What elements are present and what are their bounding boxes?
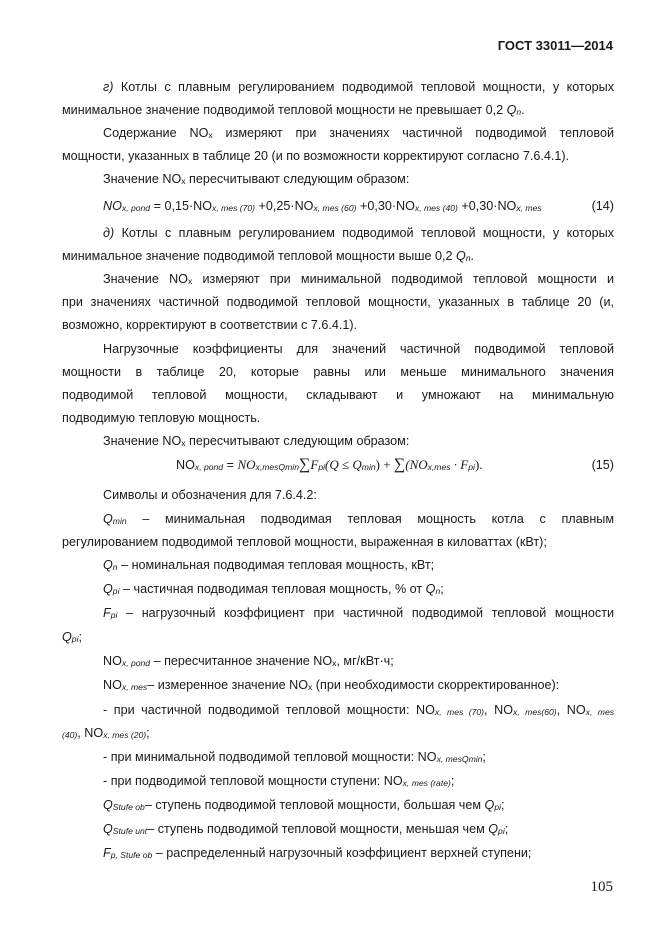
definition-line (62, 629, 614, 647)
subscript: Stufe ob (112, 802, 145, 812)
eq-symbol: NO (103, 199, 122, 213)
document-header: ГОСТ 33011—2014 (497, 38, 613, 53)
subscript: p, Stufe ob (110, 850, 153, 860)
symbol: Q (488, 822, 499, 836)
eq-term: = 0,15·NO (150, 199, 213, 213)
text: , NO (77, 726, 104, 740)
eq-term: (NO (405, 457, 428, 472)
subscript: x, pond (121, 658, 151, 668)
equation-15-body (176, 457, 483, 475)
eq-term: ) (375, 457, 380, 472)
subscript: pi (112, 586, 120, 596)
text: – частичная подводимая тепловая мощность, % от (119, 582, 426, 596)
symbol: Q (425, 582, 436, 596)
symbol: Q (62, 630, 72, 644)
text: измеряют при минимальной подводимой тепловой мощности и (192, 272, 614, 286)
eq-subscript: pi (468, 462, 475, 472)
text: ; (501, 798, 505, 812)
item-label-d: д) (103, 226, 115, 240)
symbol: Q (103, 582, 113, 596)
definition-line: регулированием подводимой тепловой мощности, выраженная в киловаттах (кВт); (62, 535, 547, 549)
eq-term: +0,25·NO (255, 199, 314, 213)
text: ; (440, 582, 444, 596)
eq-subscript: x, mes (516, 203, 542, 213)
subscript: x, mes (rate) (402, 778, 451, 788)
paragraph-g-line1 (103, 79, 614, 95)
text: NO (103, 678, 122, 692)
definition-line (103, 511, 614, 529)
text: Котлы с плавным регулированием подводимой тепловой мощности, у которых (113, 80, 614, 94)
sum-sign: ∑ (298, 456, 311, 473)
text: измеряют при значениях частичной подводимой тепловой (212, 126, 614, 140)
text: Содержание NO (103, 126, 209, 140)
text: ; (146, 726, 150, 740)
paragraph-line: при значениях частичной подводимой тепловой мощности, указанных в таблице 20 (и, (62, 295, 614, 309)
paragraph-line (103, 125, 614, 143)
list-item (103, 749, 614, 767)
equation-number: (14) (591, 199, 614, 213)
definition-line (103, 605, 614, 623)
eq-term: (Q ≤ Q (325, 457, 362, 472)
text: Значение NO (103, 272, 188, 286)
text: , NO (484, 703, 514, 717)
subscript: min (112, 516, 127, 526)
text: ; (504, 822, 509, 836)
list-item-cont (62, 725, 614, 743)
text: Значение NO (103, 172, 182, 186)
paragraph-g-line2 (62, 102, 614, 120)
item-label-g: г) (103, 80, 114, 94)
text: Значение NO (103, 434, 182, 448)
sum-sign: ∑ (393, 456, 406, 473)
paragraph-line: подводимую тепловую мощность. (62, 411, 261, 425)
subscript: x (332, 658, 337, 668)
eq-subscript: x, mes (40) (414, 203, 458, 213)
page-number: 105 (590, 879, 613, 895)
subscript: x, mes (121, 682, 148, 692)
subscript: Stufe unt (112, 826, 148, 836)
text: пересчитывают следующим образом: (185, 434, 410, 448)
eq-term: ). (474, 457, 483, 472)
list-item (103, 773, 614, 791)
text: , мг/кВт·ч; (336, 654, 394, 668)
definition-line (103, 677, 614, 695)
subscript: pi (110, 610, 118, 620)
eq-subscript: x,mesQmin (255, 462, 299, 472)
equation-14 (103, 198, 614, 216)
text: NO (103, 654, 122, 668)
eq-symbol: NO (237, 457, 256, 472)
eq-symbol: NO (176, 458, 195, 472)
eq-subscript: x, mes (70) (212, 203, 256, 213)
symbol: Q (103, 822, 113, 836)
text: , NO (556, 703, 586, 717)
paragraph-line: Символы и обозначения для 7.6.4.2: (103, 488, 317, 502)
paragraph-line (103, 433, 614, 451)
subscript: x, mes(60) (513, 707, 557, 717)
eq-sign: = (223, 458, 238, 472)
text: – пересчитанное значение NO (150, 654, 333, 668)
subscript: x, mes (20) (103, 730, 147, 740)
text: – ступень подводимой тепловой мощности, большая чем (144, 798, 485, 812)
subscript: x (181, 438, 186, 448)
text: - при минимальной подводимой тепловой мощности: NO (103, 750, 437, 764)
paragraph-line: мощности, указанных в таблице 20 (и по возможности корректируют согласно 7.6.4.1). (62, 149, 570, 163)
eq-term: +0,30·NO (457, 199, 517, 213)
symbol: F (103, 606, 111, 620)
text: (при необходимости скорректированное): (312, 678, 560, 692)
subscript: x (308, 682, 313, 692)
text: – ступень подводимой тепловой мощности, меньшая чем (147, 822, 489, 836)
paragraph-line: мощности в таблице 20, которые равны или меньше минимального значения (62, 365, 614, 379)
text: ; (78, 630, 82, 644)
symbol: Q (506, 103, 517, 117)
definition-line (103, 821, 614, 839)
paragraph-line: возможно, корректируют в соответствии с 7.6.4.1). (62, 318, 358, 332)
eq-subscript: x, mes (60) (313, 203, 357, 213)
paragraph-line (103, 271, 614, 289)
text: – минимальная подводимая тепловая мощность котла с плавным (126, 512, 614, 526)
subscript: pi (494, 802, 502, 812)
text: . (521, 103, 525, 117)
subscript: pi (498, 826, 505, 836)
paragraph-line: подводимой тепловой мощности, складывают и умножают на минимальную (62, 388, 614, 402)
text: - при частичной подводимой тепловой мощности: NO (103, 703, 435, 717)
symbol: Q (103, 558, 113, 572)
subscript: x (187, 276, 193, 286)
text: – распределенный нагрузочный коэффициент верхней ступени; (152, 846, 532, 860)
subscript: n (112, 562, 118, 572)
list-item (103, 702, 614, 720)
subscript: n (516, 107, 522, 117)
paragraph-d-line1 (103, 225, 614, 241)
equation-number: (15) (591, 458, 614, 472)
subscript: (40) (62, 730, 78, 740)
eq-sign: + (379, 457, 394, 472)
text: – измеренное значение NO (147, 678, 309, 692)
subscript: x, mesQ (436, 754, 469, 764)
text: минимальное значение подводимой тепловой мощности не превышает 0,2 (62, 103, 507, 117)
definition-line (103, 557, 614, 575)
eq-subscript: x,mes (427, 462, 451, 472)
subscript: x, mes (70) (434, 707, 485, 717)
text: – номинальная подводимая тепловая мощность, кВт; (117, 558, 435, 572)
symbol: F (103, 846, 111, 860)
eq-symbol: F (310, 457, 319, 472)
subscript: n (435, 586, 441, 596)
symbol: Q (103, 512, 113, 526)
text: минимальное значение подводимой тепловой мощности выше 0,2 (62, 249, 456, 263)
subscript: pi (71, 634, 79, 644)
definition-line (103, 845, 614, 863)
subscript: n (465, 253, 471, 263)
definition-line (103, 653, 614, 671)
paragraph-line (103, 171, 614, 189)
definition-line (103, 581, 614, 599)
eq-term: · F (450, 457, 469, 472)
subscript: x (181, 176, 186, 186)
eq-subscript: min (361, 462, 376, 472)
text: ; (482, 750, 486, 764)
symbol: Q (103, 798, 113, 812)
eq-subscript: x, pond (194, 462, 224, 472)
paragraph-line: Нагрузочные коэффициенты для значений частичной подводимой тепловой (103, 342, 614, 356)
text: Котлы с плавным регулированием подводимой тепловой мощности, у которых (114, 226, 614, 240)
text: – нагрузочный коэффициент при частичной подводимой тепловой мощности (117, 606, 614, 620)
paragraph-d-line2 (62, 248, 614, 266)
symbol: Q (484, 798, 495, 812)
subscript: x (208, 130, 213, 140)
text: пересчитывают следующим образом: (185, 172, 410, 186)
subscript: min (468, 754, 483, 764)
subscript: x, mes (585, 707, 615, 717)
eq-term: +0,30·NO (356, 199, 415, 213)
definition-line (103, 797, 614, 815)
text: - при подводимой тепловой мощности ступени: NO (103, 774, 403, 788)
text: ; (450, 774, 455, 788)
symbol: Q (455, 249, 466, 263)
eq-subscript: pi (318, 462, 326, 472)
eq-subscript: x, pond (121, 203, 151, 213)
text: . (470, 249, 475, 263)
